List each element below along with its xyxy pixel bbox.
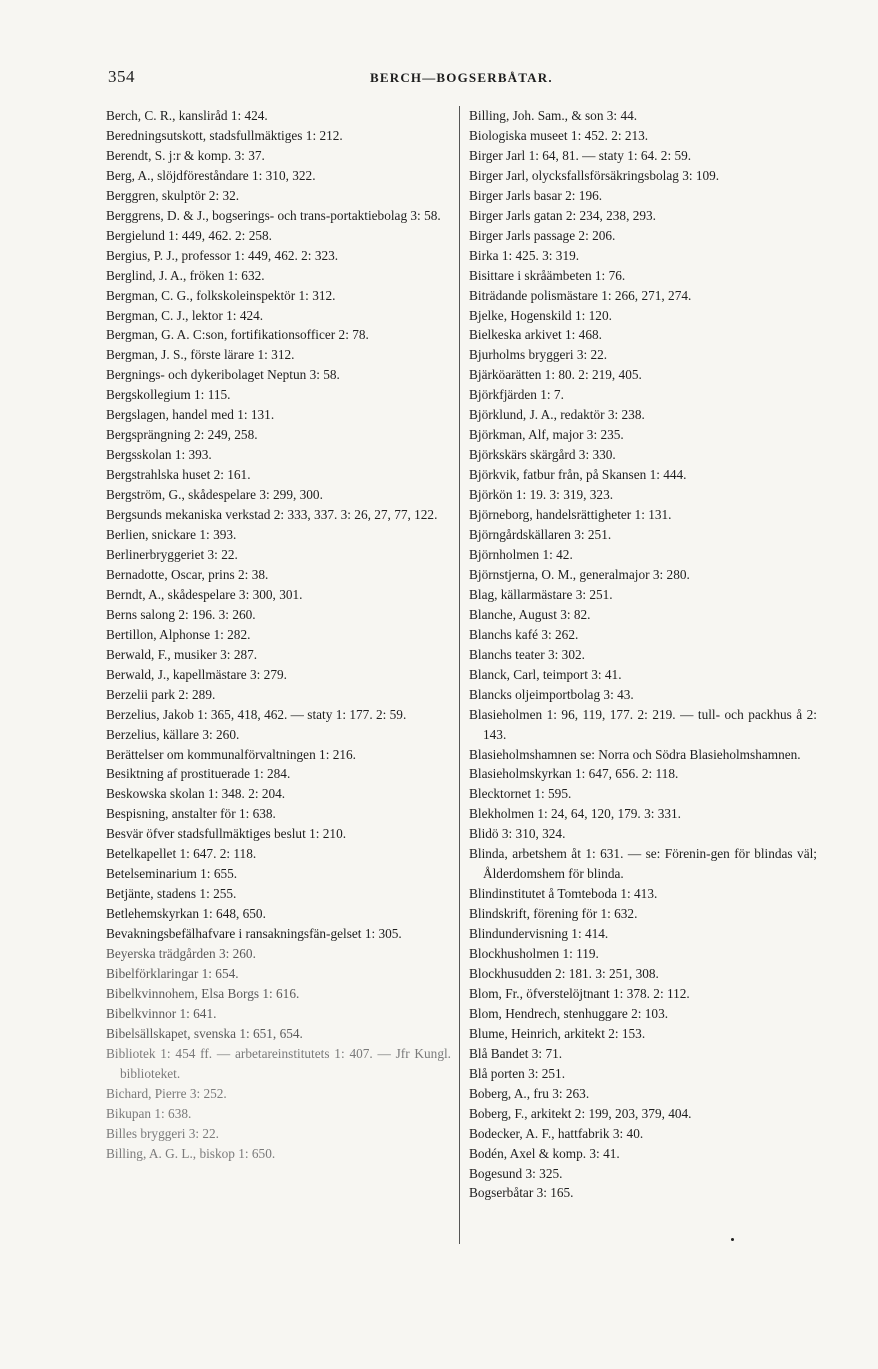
- index-entry: Bergman, C. J., lektor 1: 424.: [106, 307, 264, 323]
- index-entry: Blanchs kafé 3: 262.: [469, 626, 579, 642]
- index-entry: Blidö 3: 310, 324.: [469, 826, 566, 842]
- index-entry: Billing, Joh. Sam., & son 3: 44.: [469, 108, 638, 123]
- index-entry: Bodén, Axel & komp. 3: 41.: [469, 1145, 620, 1161]
- index-entry: Björnholmen 1: 42.: [469, 546, 573, 562]
- index-entry: Bergsprängning 2: 249, 258.: [106, 427, 258, 443]
- index-entry: Betelseminarium 1: 655.: [106, 866, 238, 882]
- index-entry: Bibelsällskapet, svenska 1: 651, 654.: [106, 1025, 303, 1041]
- index-entry: Blanche, August 3: 82.: [469, 606, 591, 622]
- index-entry: Bertillon, Alphonse 1: 282.: [106, 626, 251, 642]
- index-entry: Blag, källarmästare 3: 251.: [469, 586, 613, 602]
- index-entry: Blasieholmshamnen se: Norra och Södra Blasieholmshamnen.: [469, 746, 801, 762]
- index-entry: Bergstrahlska huset 2: 161.: [106, 467, 251, 483]
- index-entry: Blekholmen 1: 24, 64, 120, 179. 3: 331.: [469, 806, 682, 822]
- index-entry: Björkön 1: 19. 3: 319, 323.: [469, 487, 614, 503]
- index-entry: Blindskrift, förening för 1: 632.: [469, 906, 638, 922]
- index-entry: Blecktornet 1: 595.: [469, 786, 572, 802]
- index-entry: Bibelkvinnohem, Elsa Borgs 1: 616.: [106, 985, 300, 1001]
- index-entry: Bergielund 1: 449, 462. 2: 258.: [106, 227, 272, 243]
- index-entry: Bergskollegium 1: 115.: [106, 387, 231, 403]
- index-entry: Berggren, skulptör 2: 32.: [106, 187, 240, 203]
- index-entry: Berns salong 2: 196. 3: 260.: [106, 606, 256, 622]
- index-entry: Bisittare i skråämbeten 1: 76.: [469, 267, 626, 283]
- index-entry: Blancks oljeimportbolag 3: 43.: [469, 686, 634, 702]
- index-entry: Bjärköarätten 1: 80. 2: 219, 405.: [469, 367, 642, 383]
- index-entry: Blindundervisning 1: 414.: [469, 926, 609, 942]
- index-entry: Bibelförklaringar 1: 654.: [106, 965, 239, 981]
- index-entry: Bogesund 3: 325.: [469, 1165, 563, 1181]
- index-entry: Bichard, Pierre 3: 252.: [106, 1085, 227, 1101]
- index-entry: Berch, C. R., kanslіråd 1: 424.: [106, 108, 268, 123]
- index-entry: Björkvik, fatbur från, på Skansen 1: 444.: [469, 467, 687, 483]
- index-entry: Beyerska trädgården 3: 260.: [106, 946, 256, 962]
- index-entry: Bergnings- och dykeribolaget Neptun 3: 58.: [106, 367, 340, 383]
- index-entry: Beskowska skolan 1: 348. 2: 204.: [106, 786, 286, 802]
- index-entry: Boberg, A., fru 3: 263.: [469, 1085, 590, 1101]
- index-entry: Bodecker, A. F., hattfabrik 3: 40.: [469, 1125, 644, 1141]
- index-entry: Birger Jarls basar 2: 196.: [469, 187, 603, 203]
- index-entry: Birger Jarls gatan 2: 234, 238, 293.: [469, 207, 656, 223]
- index-entry: Besvär öfver stadsfullmäktiges beslut 1: 210.: [106, 826, 347, 842]
- index-entry: Betelkapellet 1: 647. 2: 118.: [106, 846, 257, 862]
- index-entry: Blume, Heinrich, arkitekt 2: 153.: [469, 1025, 646, 1041]
- running-head: BERCH—BOGSERBÅTAR.: [370, 70, 553, 85]
- index-entry: Blockhusudden 2: 181. 3: 251, 308.: [469, 965, 659, 981]
- index-entry: Berggrens, D. & J., bogserings- och trans-portaktiebolag 3: 58.: [106, 207, 441, 223]
- index-entry: Bjurholms bryggeri 3: 22.: [469, 347, 608, 363]
- index-entry: Beredningsutskott, stadsfullmäktiges 1: 212.: [106, 127, 343, 143]
- index-entry: Besiktning af prostituerade 1: 284.: [106, 766, 291, 782]
- index-entry: Berzelii park 2: 289.: [106, 686, 216, 702]
- index-entry: Bespisning, anstalter för 1: 638.: [106, 806, 276, 822]
- index-entry: Billes bryggeri 3: 22.: [106, 1125, 220, 1141]
- index-entry: Birger Jarl, olycksfallsförsäkringsbolag 3: 109.: [469, 167, 720, 183]
- index-entry: Björklund, J. A., redaktör 3: 238.: [469, 407, 645, 423]
- index-entry: Bergman, C. G., folkskoleinspektör 1: 312.: [106, 287, 336, 303]
- ink-speck: [731, 1238, 734, 1241]
- index-entry: Betjänte, stadens 1: 255.: [106, 886, 237, 902]
- index-entry: Blasieholmen 1: 96, 119, 177. 2: 219. — tull- och packhus å 2: 143.: [469, 706, 817, 742]
- index-entry: Berzelius, källare 3: 260.: [106, 726, 240, 742]
- index-entry: Biträdande polismästare 1: 266, 271, 274.: [469, 287, 692, 303]
- index-entry: Blå Bandet 3: 71.: [469, 1045, 563, 1061]
- page-number: 354: [108, 67, 135, 86]
- index-entry: Bergström, G., skådespelare 3: 299, 300.: [106, 487, 323, 503]
- index-entry: Bergman, G. A. C:son, fortifikationsofficer 2: 78.: [106, 327, 369, 343]
- index-entry: Blinda, arbetshem åt 1: 631. — se: Förenin-gen för blindas väl; Ålderdomshem för blinda.: [469, 846, 817, 882]
- index-entry: Berndt, A., skådespelare 3: 300, 301.: [106, 586, 303, 602]
- index-entry: Blasieholmskyrkan 1: 647, 656. 2: 118.: [469, 766, 679, 782]
- index-entry: Biologiska museet 1: 452. 2: 213.: [469, 127, 649, 143]
- index-entry: Bergius, P. J., professor 1: 449, 462. 2: 323.: [106, 247, 339, 263]
- index-entry: Betlehemskyrkan 1: 648, 650.: [106, 906, 266, 922]
- index-entry: Bergsunds mekaniska verkstad 2: 333, 337. 3: 26, 27, 77, 122.: [106, 507, 438, 523]
- index-entry: Berg, A., slöjdföreståndare 1: 310, 322.: [106, 167, 316, 183]
- index-entry: Billing, A. G. L., biskop 1: 650.: [106, 1145, 276, 1161]
- index-entry: Birger Jarls passage 2: 206.: [469, 227, 616, 243]
- index-entry: Björnstjerna, O. M., generalmajor 3: 280.: [469, 566, 690, 582]
- index-entry: Bergslagen, handel med 1: 131.: [106, 407, 275, 423]
- index-entry: Berlinerbryggeriet 3: 22.: [106, 546, 238, 562]
- index-entry: Bevakningsbefälhafvare i ransakningsfän-gelset 1: 305.: [106, 926, 402, 942]
- index-entry: Blanck, Carl, teimport 3: 41.: [469, 666, 622, 682]
- index-entry: Blindinstitutet å Tomteboda 1: 413.: [469, 886, 658, 902]
- index-entry: Blå porten 3: 251.: [469, 1065, 566, 1081]
- index-entry: Birger Jarl 1: 64, 81. — staty 1: 64. 2: 59.: [469, 147, 692, 163]
- index-entry: Berglind, J. A., fröken 1: 632.: [106, 267, 265, 283]
- index-entry: Björkskärs skärgård 3: 330.: [469, 447, 616, 463]
- index-entry: Bikupan 1: 638.: [106, 1105, 192, 1121]
- index-entry: Bergman, J. S., förste lärare 1: 312.: [106, 347, 295, 363]
- index-entry: Berättelser om kommunalförvaltningen 1: 216.: [106, 746, 356, 762]
- index-entry: Bielkeska arkivet 1: 468.: [469, 327, 602, 343]
- index-entry: Björkfjärden 1: 7.: [469, 387, 564, 403]
- index-entry: Bjelke, Hogenskild 1: 120.: [469, 307, 612, 323]
- index-column-right: [469, 106, 817, 1203]
- index-entry: Berlien, snickare 1: 393.: [106, 527, 237, 543]
- index-entry: Bibelkvinnor 1: 641.: [106, 1005, 217, 1021]
- index-column-left: [106, 106, 451, 1164]
- column-divider: [459, 106, 460, 1244]
- index-entry: Birka 1: 425. 3: 319.: [469, 247, 580, 263]
- index-entry: Blockhusholmen 1: 119.: [469, 946, 599, 962]
- index-entry: Berwald, F., musiker 3: 287.: [106, 646, 258, 662]
- index-entry: Berzelius, Jakob 1: 365, 418, 462. — staty 1: 177. 2: 59.: [106, 706, 407, 722]
- index-entry: Blom, Fr., öfverstelöjtnant 1: 378. 2: 112.: [469, 985, 690, 1001]
- index-entry: Björneborg, handelsrättigheter 1: 131.: [469, 507, 672, 523]
- index-entry: Björngårdskällaren 3: 251.: [469, 527, 612, 543]
- index-entry: Blanchs teater 3: 302.: [469, 646, 585, 662]
- index-entry: Bergsskolan 1: 393.: [106, 447, 212, 463]
- index-entry: Berwald, J., kapellmästare 3: 279.: [106, 666, 287, 682]
- index-entry: Bogserbåtar 3: 165.: [469, 1185, 574, 1201]
- index-entry: Björkman, Alf, major 3: 235.: [469, 427, 624, 443]
- index-entry: Boberg, F., arkitekt 2: 199, 203, 379, 404.: [469, 1105, 692, 1121]
- index-entry: Bibliotek 1: 454 ff. — arbetareinstitutets 1: 407. — Jfr Kungl. biblioteket.: [106, 1045, 451, 1081]
- index-entry: Bernadotte, Oscar, prins 2: 38.: [106, 566, 269, 582]
- index-entry: Blom, Hendrech, stenhuggare 2: 103.: [469, 1005, 669, 1021]
- index-entry: Berendt, S. j:r & komp. 3: 37.: [106, 147, 265, 163]
